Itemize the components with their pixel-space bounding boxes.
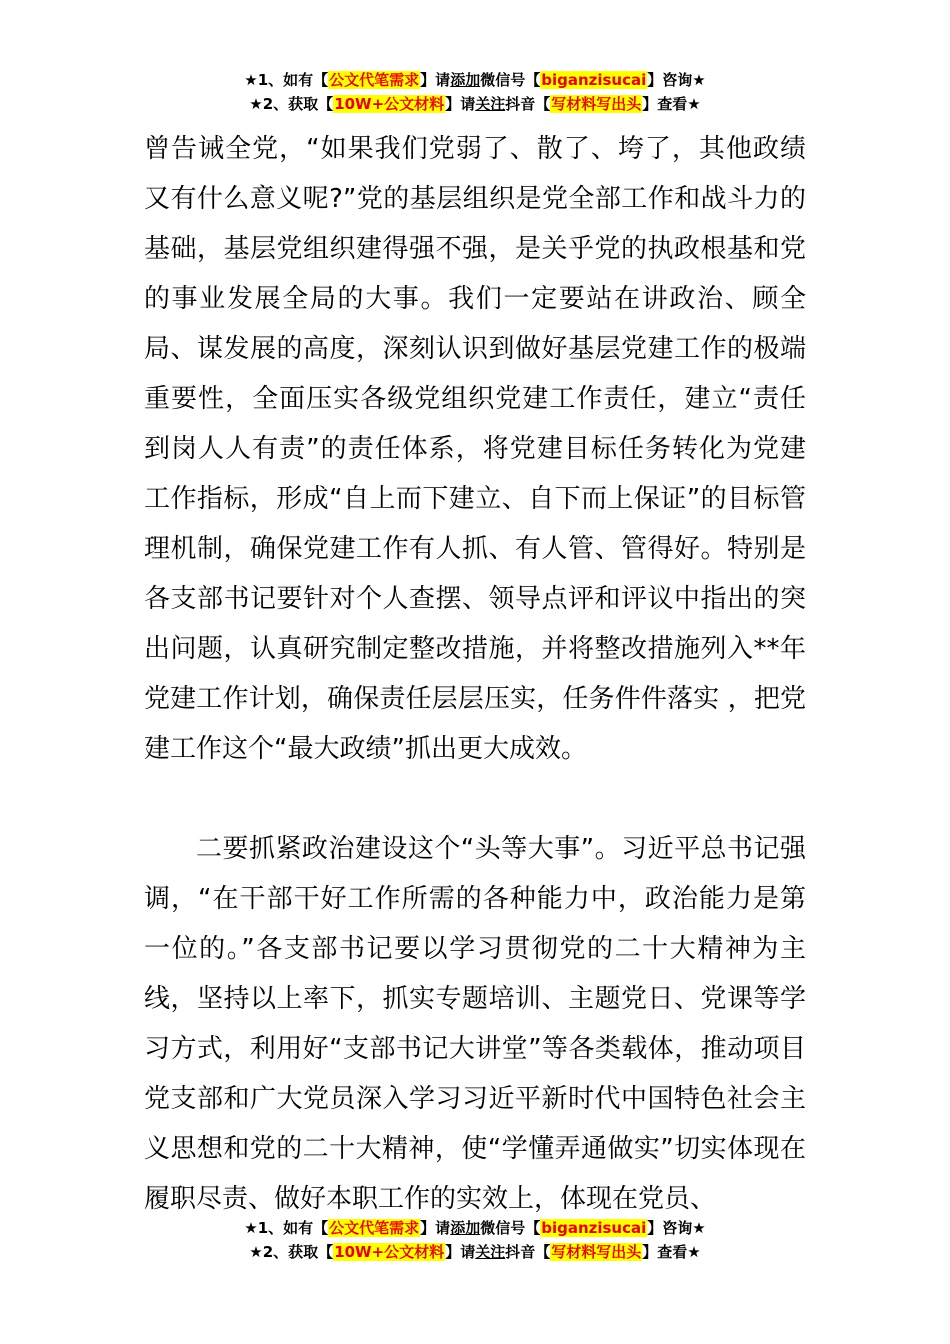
footer-line-1	[0, 1216, 950, 1240]
footer-line1-underlined: 添加	[450, 1219, 481, 1237]
footer-line2-underlined: 关注	[475, 1243, 506, 1261]
banner-line1-suffix: 】咨询★	[647, 71, 706, 89]
footer-line1-mid2: 微信号【	[480, 1219, 541, 1237]
footer-line2-prefix: ★2、获取【	[249, 1243, 334, 1261]
footer-line1-highlight-service: 公文代笔需求	[329, 1219, 420, 1237]
banner-line1-highlight-wechat: biganzisucai	[541, 71, 647, 89]
footer-line2-mid1: 】请	[445, 1243, 476, 1261]
banner-line-1	[0, 68, 950, 92]
footer-line2-mid2: 抖音【	[505, 1243, 551, 1261]
banner-line2-suffix: 】查看★	[642, 95, 701, 113]
footer-line-2	[0, 1240, 950, 1264]
banner-line1-prefix: ★1、如有【	[244, 71, 329, 89]
paragraph-2: 二要抓紧政治建设这个“头等大事”。习近平总书记强调，“在干部干好工作所需的各种能力中，政治能力是第一位的。”各支部书记要以学习贯彻党的二十大精神为主线，坚持以上率下，抓实专题培训、主题党日、党课等学习方式，利用好“支部书记大讲堂”等各类载体，推动项目党支部和广大党员深入学习习近平新时代中国特色社会主义思想和党的二十大精神，使“学懂弄通做实”切实体现在履职尽责、做好本职工作的实效上，体现在党员、	[144, 834, 806, 1214]
footer-line1-suffix: 】咨询★	[647, 1219, 706, 1237]
banner-line1-highlight-service: 公文代笔需求	[329, 71, 420, 89]
banner-line1-mid1: 】请	[420, 71, 451, 89]
banner-line1-underlined: 添加	[450, 71, 481, 89]
header-banner	[0, 68, 950, 116]
footer-line1-prefix: ★1、如有【	[244, 1219, 329, 1237]
banner-line2-mid1: 】请	[445, 95, 476, 113]
banner-line2-highlight-materials: 10W+公文材料	[334, 95, 445, 113]
paragraph-1: 曾告诫全党，“如果我们党弱了、散了、垮了，其他政绩又有什么意义呢?”党的基层组织是党全部工作和战斗力的基础，基层党组织建得强不强，是关乎党的执政根基和党的事业发展全局的大事。我们一定要站在讲政治、顾全局、谋发展的高度，深刻认识到做好基层党建工作的极端重要性，全面压实各级党组织党建工作责任，建立“责任到岗人人有责”的责任体系，将党建目标任务转化为党建工作指标，形成“自上而下建立、自下而上保证”的目标管理机制，确保党建工作有人抓、有人管、管得好。特别是各支部书记要针对个人查摆、领导点评和评议中指出的突出问题，认真研究制定整改措施，并将整改措施列入**年党建工作计划，确保责任层层压实，任务件件落实 ，把党建工作这个“最大政绩”抓出更大成效。	[144, 134, 806, 764]
footer-line1-mid1: 】请	[420, 1219, 451, 1237]
banner-line-2	[0, 92, 950, 116]
footer-line1-highlight-wechat: biganzisucai	[541, 1219, 647, 1237]
banner-line2-highlight-douyin: 写材料写出头	[551, 95, 642, 113]
banner-line2-mid2: 抖音【	[505, 95, 551, 113]
footer-line2-highlight-douyin: 写材料写出头	[551, 1243, 642, 1261]
banner-line1-mid2: 微信号【	[480, 71, 541, 89]
footer-line2-highlight-materials: 10W+公文材料	[334, 1243, 445, 1261]
footer-banner	[0, 1216, 950, 1264]
banner-line2-underlined: 关注	[475, 95, 506, 113]
banner-line2-prefix: ★2、获取【	[249, 95, 334, 113]
footer-line2-suffix: 】查看★	[642, 1243, 701, 1261]
document-body	[144, 124, 806, 1224]
